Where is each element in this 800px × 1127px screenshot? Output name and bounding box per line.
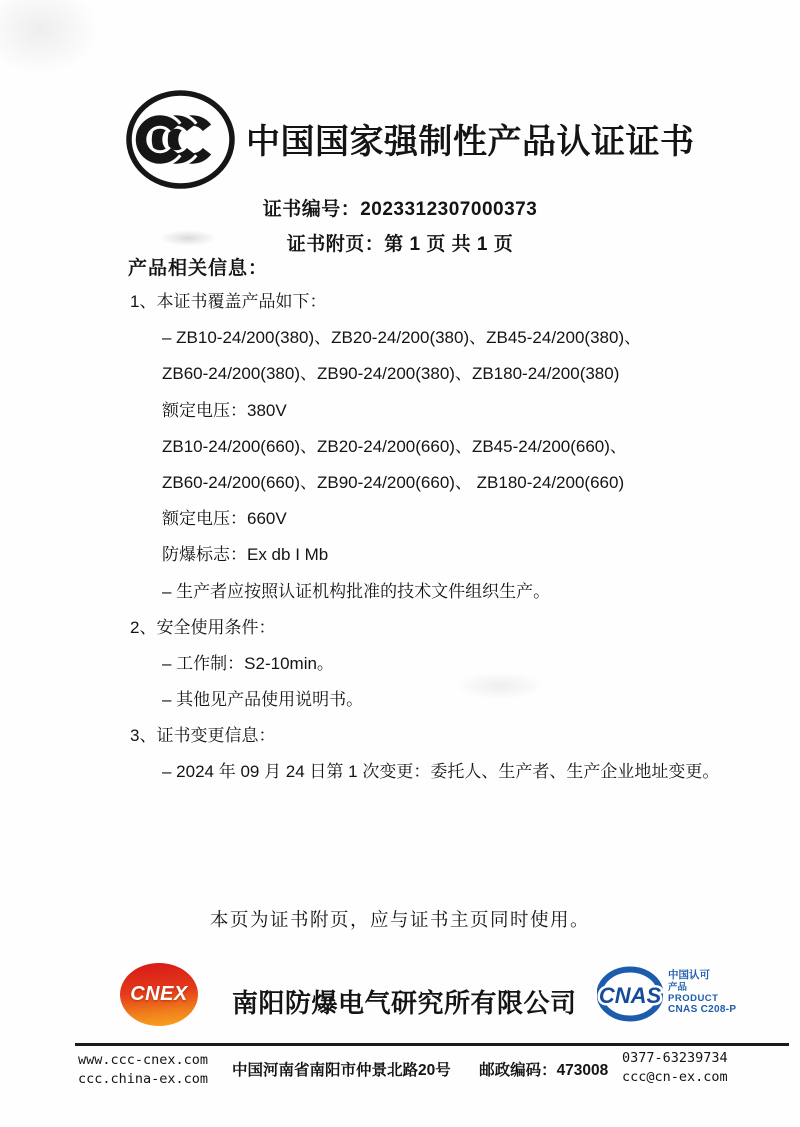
cnas-logo-icon bbox=[597, 966, 663, 1022]
body-line: – 工作制：S2-10min。 bbox=[162, 653, 334, 673]
footer-phone: 0377-63239734 bbox=[622, 1050, 728, 1066]
body-line: 3、证书变更信息： bbox=[130, 726, 276, 746]
footer-address-text: 中国河南省南阳市仲景北路20号 bbox=[232, 1062, 451, 1079]
scan-artifact bbox=[0, 0, 100, 75]
page-title: 中国国家强制性产品认证证书 bbox=[246, 123, 695, 161]
attachment-notice: 本页为证书附页，应与证书主页同时使用。 bbox=[209, 909, 590, 930]
certificate-body bbox=[0, 287, 770, 794]
footer-divider bbox=[75, 1043, 789, 1046]
cnex-logo-icon bbox=[120, 963, 198, 1026]
cnas-text-line: 中国认可 bbox=[668, 969, 710, 981]
cnas-accreditation-text bbox=[668, 969, 736, 1016]
certificate-number: 证书编号：2023312307000373 bbox=[262, 199, 538, 220]
body-line: ZB10-24/200(660)、ZB20-24/200(660)、ZB45-24/200(660)、 bbox=[162, 436, 627, 456]
body-line: – 2024 年 09 月 24 日第 1 次变更：委托人、生产者、生产企业地址变更。 bbox=[162, 762, 720, 782]
body-line: 额定电压：660V bbox=[162, 509, 287, 529]
footer-postcode: 邮政编码：473008 bbox=[479, 1062, 609, 1079]
body-line: ZB60-24/200(380)、ZB90-24/200(380)、ZB180-24/200(380) bbox=[162, 364, 620, 384]
body-line: 2、安全使用条件： bbox=[130, 617, 276, 637]
body-line: 防爆标志：Ex db I Mb bbox=[162, 545, 329, 565]
footer-email: ccc@cn-ex.com bbox=[622, 1069, 728, 1085]
footer-address bbox=[232, 1058, 608, 1080]
issuer-company-name: 南阳防爆电气研究所有限公司 bbox=[232, 988, 577, 1018]
footer-contact bbox=[622, 1049, 728, 1087]
body-line: ZB60-24/200(660)、ZB90-24/200(660)、 ZB180-24/200(660) bbox=[162, 472, 625, 492]
footer-website: www.ccc-cnex.com bbox=[78, 1052, 209, 1068]
cnas-logo-label: CNAS bbox=[598, 983, 662, 1008]
cnas-text-line: 产品 bbox=[668, 981, 688, 993]
body-line: – 生产者应按照认证机构批准的技术文件组织生产。 bbox=[162, 581, 551, 601]
body-line: – 其他见产品使用说明书。 bbox=[162, 690, 364, 710]
cnas-text-line: CNAS C208-P bbox=[668, 1004, 737, 1016]
certificate-page-count: 证书附页：第 1 页 共 1 页 bbox=[286, 234, 514, 255]
body-line: 额定电压：380V bbox=[162, 400, 287, 420]
cnex-logo-label: CNEX bbox=[130, 983, 188, 1005]
footer-website: ccc.china-ex.com bbox=[78, 1071, 209, 1087]
section-heading: 产品相关信息： bbox=[128, 258, 269, 279]
body-line: – ZB10-24/200(380)、ZB20-24/200(380)、ZB45-24/200(380)、 bbox=[162, 328, 642, 348]
footer-websites bbox=[78, 1051, 208, 1089]
ccc-logo-icon bbox=[124, 88, 237, 191]
cnas-text-line: PRODUCT bbox=[668, 992, 719, 1004]
body-line: 1、本证书覆盖产品如下： bbox=[130, 292, 327, 311]
